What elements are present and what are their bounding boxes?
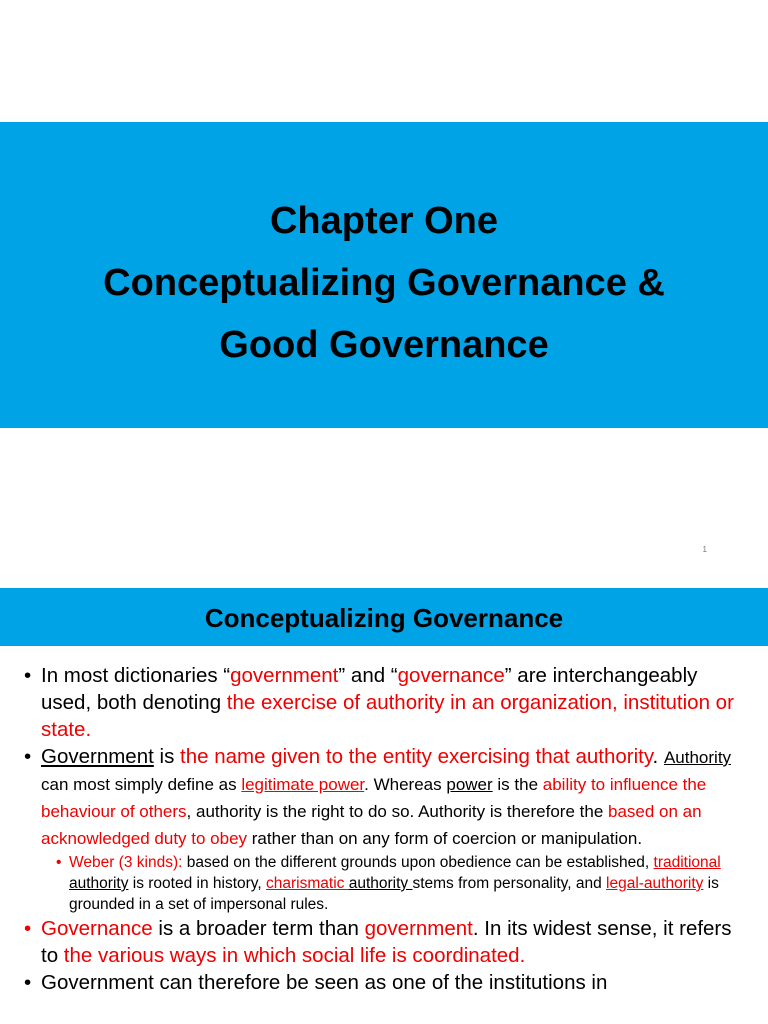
- highlight-run: based on an acknowledged duty to obey: [41, 802, 702, 848]
- bullet-dictionaries: [24, 662, 746, 743]
- text-run: ” are interchangeably used, both denoting: [41, 664, 698, 714]
- text-run: In most dictionaries “: [41, 664, 231, 687]
- text-run: based on the different grounds upon obedience can be established,: [182, 854, 654, 871]
- page-number: 1: [702, 545, 707, 554]
- text-run: is rooted in history,: [128, 875, 267, 892]
- sub-bullet-weber: [24, 852, 746, 915]
- text-run: can most simply define as: [41, 775, 242, 794]
- title-line: Conceptualizing Governance &: [103, 262, 665, 304]
- highlight-run: the exercise of authority in an organization, institution or state.: [41, 691, 734, 741]
- slide-title: [0, 190, 768, 376]
- title-line: Chapter One: [269, 200, 499, 242]
- highlight-run: the name given to the entity exercising that authority: [180, 745, 653, 768]
- text-run: Government can therefore be seen as one of the institutions in: [41, 971, 608, 994]
- term-run: authority: [348, 875, 413, 892]
- highlight-run: charismatic: [266, 875, 349, 892]
- slide-content: [24, 662, 746, 996]
- text-run: , authority is the right to do so. Authority is therefore the: [186, 802, 608, 821]
- highlight-run: government: [364, 917, 473, 940]
- heading-band: [0, 588, 768, 646]
- title-line: Good Governance: [219, 324, 549, 366]
- text-run: is the: [492, 775, 543, 794]
- highlight-run: government: [230, 664, 339, 687]
- highlight-run: legitimate power: [241, 775, 365, 794]
- text-run: is grounded in a set of impersonal rules.: [69, 875, 719, 913]
- text-run: ” and “: [338, 664, 398, 687]
- highlight-run: Weber (3 kinds):: [69, 854, 183, 871]
- highlight-run: legal-authority: [606, 875, 704, 892]
- bullet-institutions: [24, 969, 746, 996]
- slide-heading: Conceptualizing Governance: [204, 603, 564, 633]
- highlight-run: ability to influence the behaviour of others: [41, 775, 707, 821]
- text-run: . Whereas: [364, 775, 447, 794]
- bullet-government: [24, 743, 746, 851]
- highlight-run: governance: [397, 664, 505, 687]
- term-run: power: [446, 775, 493, 794]
- text-run: stems from personality, and: [412, 875, 607, 892]
- term-run: Authority: [663, 748, 732, 767]
- text-run: .: [652, 745, 664, 768]
- highlight-run: traditional: [653, 854, 721, 871]
- slide-2: [0, 588, 768, 1024]
- term-run: Government: [41, 745, 154, 768]
- text-run: is a broader term than: [152, 917, 365, 940]
- text-run: . In its widest sense, it refers to: [41, 917, 732, 967]
- term-run: authority: [69, 875, 129, 892]
- bullet-governance: [24, 915, 746, 969]
- highlight-run: the various ways in which social life is coordinated.: [63, 944, 526, 967]
- text-run: rather than on any form of coercion or manipulation.: [247, 829, 643, 848]
- highlight-run: Governance: [41, 917, 153, 940]
- text-run: is: [153, 745, 181, 768]
